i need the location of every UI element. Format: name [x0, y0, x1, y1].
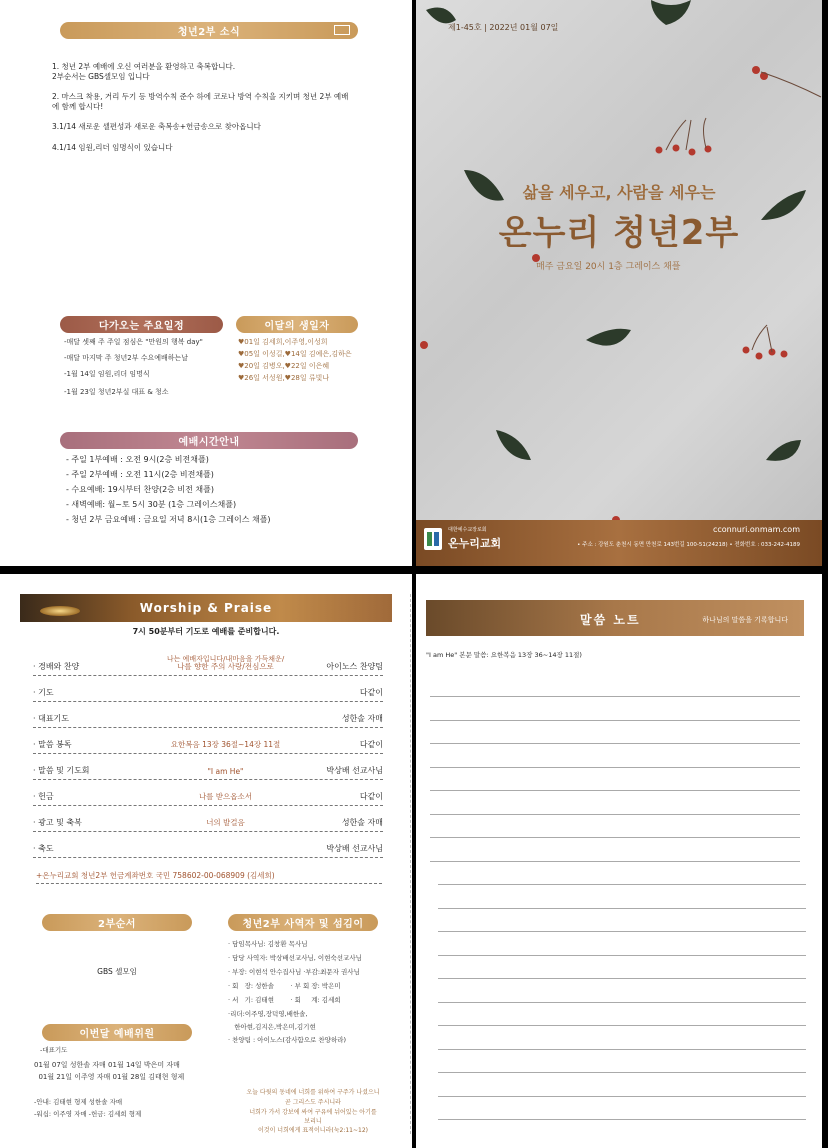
verse-line: 오늘 다윗의 동네에 너희를 위하여 구주가 나셨으니 — [246, 1089, 380, 1096]
note-line — [438, 1002, 806, 1003]
row-label: · 경배와 찬양 — [33, 662, 80, 671]
order-row — [33, 712, 383, 728]
note-line — [430, 861, 800, 862]
note-subtitle: 하나님의 말씀을 기록합니다 — [702, 616, 788, 624]
note-header — [426, 600, 804, 636]
birthday-item: ♥20일 김병오,♥22일 이은혜 — [238, 362, 330, 370]
news-item-1b: 2부순서는 GBS셀모임 입니다 — [52, 72, 150, 81]
staff-item: · 회 장: 성한솔 · 부 회 장: 박은미 — [228, 982, 341, 990]
note-line — [430, 767, 800, 768]
row-content: "I am He" — [207, 767, 244, 776]
order-row — [33, 738, 383, 754]
worship-page — [0, 574, 412, 1148]
note-line — [438, 955, 806, 956]
note-reference: "I am He" 본문 말씀: 요한복음 13장 36~14장 11절) — [426, 651, 582, 659]
next-item: -대표기도 — [40, 1046, 68, 1054]
next-item: 01월 21일 이주영 자매 01월 28일 김태현 형제 — [34, 1073, 185, 1081]
envelope-icon — [334, 25, 350, 35]
note-line — [438, 1025, 806, 1026]
row-label: · 기도 — [33, 688, 54, 697]
schedule-item: -1월 14일 임원,리더 임명식 — [64, 370, 150, 378]
service-item: - 청년 2부 금요예배 : 금요일 저녁 8시(1층 그레이스 채플) — [66, 515, 271, 524]
order-title: 2부순서 — [98, 919, 136, 930]
note-line — [430, 837, 800, 838]
birthday-title-pill — [236, 316, 358, 333]
order-row — [33, 660, 383, 676]
row-label: · 헌금 — [33, 792, 54, 801]
note-title: 말씀 노트 — [580, 613, 641, 627]
order-row — [33, 764, 383, 780]
news-item-2b: 에 함께 합시다! — [52, 102, 104, 111]
verse-line: 이것이 너희에게 표적이니라(눅2:11~12) — [258, 1127, 368, 1134]
service-item: - 주일 1부예배 : 오전 9시(2층 비전채플) — [66, 455, 209, 464]
note-line — [438, 1072, 806, 1073]
verse-line: 보리니 — [304, 1118, 322, 1125]
services-title-pill — [60, 432, 358, 449]
cover-title: 온누리 청년2부 — [498, 213, 740, 253]
next-item: 01월 07일 성한솔 자매 01월 14일 박은미 자매 — [34, 1061, 180, 1069]
news-title: 청년2부 소식 — [177, 27, 241, 38]
next-title-pill — [42, 1024, 192, 1041]
service-item: - 수요예배: 19시부터 찬양(2층 비전 채플) — [66, 485, 214, 494]
note-line — [438, 1049, 806, 1050]
row-leader: 성한솔 자매 — [341, 818, 383, 827]
note-line — [430, 720, 800, 721]
schedule-item: -1월 23일 청년2부실 대표 & 청소 — [64, 388, 169, 396]
next-item: -워십: 이주영 자매 -헌금: 김세희 형제 — [34, 1110, 142, 1118]
prep-note: 7시 50분부터 기도로 예배를 준비합니다. — [132, 627, 280, 636]
birthday-item: ♥01일 김세희,이주영,이성희 — [238, 338, 328, 346]
note-line — [430, 790, 800, 791]
birthday-title: 이달의 생일자 — [264, 321, 330, 332]
birthday-item: ♥26일 서성원,♥28일 류빛나 — [238, 374, 330, 382]
news-item-4: 4.1/14 임원,리더 임명식이 있습니다 — [52, 143, 173, 152]
worship-header-title: Worship & Praise — [139, 601, 273, 615]
staff-title-pill — [228, 914, 378, 931]
birthday-item: ♥05일 이성길,♥14일 김예은,김하은 — [238, 350, 352, 358]
note-line — [438, 884, 806, 885]
row-leader: 박상배 선교사님 — [326, 766, 383, 775]
row-leader: 다같이 — [359, 792, 383, 801]
row-content: 나를 받으옵소서 — [198, 792, 253, 801]
note-line — [438, 1119, 806, 1120]
staff-item: ·리더:이주영,장덕영,배한솔, — [228, 1010, 308, 1018]
staff-item: · 담당 사역자: 박상배선교사님, 이현숙선교사님 — [228, 954, 362, 962]
services-title: 예배시간안내 — [178, 437, 240, 448]
note-line — [438, 978, 806, 979]
website[interactable]: cconnuri.onmam.com — [712, 525, 800, 534]
next-item: -안내: 김태현 형제 성한솔 자매 — [34, 1098, 123, 1106]
church-logo — [424, 528, 442, 550]
cover-page — [416, 0, 822, 566]
issue-info: 제1-45호 | 2022년 01월 07일 — [448, 23, 559, 32]
note-line — [430, 696, 800, 697]
row-leader: 아이노스 찬양팀 — [326, 662, 383, 671]
schedule-title: 다가오는 주요일정 — [98, 321, 185, 332]
schedule-item: -매달 마지막 주 청년2부 수요예배하는날 — [64, 354, 189, 362]
staff-title: 청년2부 사역자 및 섬김이 — [242, 919, 364, 930]
next-title: 이번달 예배위원 — [79, 1029, 155, 1040]
order-text: GBS 셀모임 — [97, 967, 137, 976]
staff-item: · 찬양팀 : 아이노스(감사함으로 찬양하라) — [228, 1036, 347, 1044]
row-label: · 축도 — [33, 844, 54, 853]
news-page — [0, 0, 412, 566]
row-label: · 말씀 봉독 — [33, 740, 72, 749]
staff-item: · 담임목사님: 김창환 목사님 — [228, 940, 308, 948]
cover-footer — [416, 520, 822, 566]
order-title-pill — [42, 914, 192, 931]
order-row — [33, 842, 383, 858]
row-leader: 성한솔 자매 — [341, 714, 383, 723]
cover-slogan: 삶을 세우고, 사람을 세우는 — [522, 183, 716, 202]
note-line — [430, 814, 800, 815]
news-item-1: 1. 청년 2부 예배에 오신 여러분을 환영하고 축복합니다. — [52, 62, 236, 71]
news-title-pill — [60, 22, 358, 39]
note-line — [438, 908, 806, 909]
row-leader: 다같이 — [359, 688, 383, 697]
row-content: 요한복음 13장 36절~14장 11절 — [170, 740, 281, 749]
address: • 주소 : 강원도 춘천시 동면 만천로 143번길 100-51(24218) • 전화번호 : 033-242-4189 — [577, 542, 800, 548]
row-leader: 박상배 선교사님 — [326, 844, 383, 853]
page-divider — [410, 594, 411, 1134]
staff-item: 한아현,김지은,박은미,김기현 — [228, 1023, 316, 1031]
schedule-item: -매달 셋째 주 주일 점심은 "만원의 행복 day" — [64, 338, 203, 346]
note-line — [438, 1096, 806, 1097]
order-row — [33, 686, 383, 702]
row-label: · 광고 및 축복 — [33, 818, 82, 827]
order-row — [33, 816, 383, 832]
verse-line: 곧 그리스도 주시니라 — [285, 1099, 341, 1106]
cover-subtitle: 매주 금요일 20시 1층 그레이스 채플 — [536, 262, 681, 272]
note-line — [430, 743, 800, 744]
sermon-note-page — [416, 574, 822, 1148]
worship-header — [20, 594, 392, 622]
staff-item: · 부장: 이현석 안수집사님 ·부감:최문자 권사님 — [228, 968, 360, 976]
news-item-2: 2. 마스크 착용, 거리 두기 등 방역수칙 준수 하에 코로나 방역 수칙을 지키며 청년 2부 예배 — [52, 92, 349, 101]
church-name: 온누리교회 — [448, 537, 502, 550]
service-item: - 새벽예배: 월~토 5시 30분 (1층 그레이스채플) — [66, 500, 237, 509]
note-line — [438, 931, 806, 932]
row-content: 너의 발걸음 — [206, 818, 245, 827]
church-small: 대한예수교장로회 — [448, 527, 487, 533]
schedule-title-pill — [60, 316, 223, 333]
staff-item: · 서 기: 김태현 · 회 계: 김세희 — [228, 996, 341, 1004]
row-leader: 다같이 — [359, 740, 383, 749]
order-row — [33, 790, 383, 806]
row-label: · 말씀 및 기도회 — [33, 766, 90, 775]
news-item-3: 3.1/14 새로운 셀편성과 새로운 축복송+헌금송으로 찾아옵니다 — [52, 122, 261, 131]
service-item: - 주일 2부예배 : 오전 11시(2층 비전채플) — [66, 470, 214, 479]
row-label: · 대표기도 — [33, 714, 69, 723]
row-content: 나를 향한 주의 사랑/전심으로 — [177, 662, 274, 671]
hymn-sub: 나는 예배자입니다/내마음을 가득채운/ — [166, 655, 285, 663]
account-info: +온누리교회 청년2부 헌금계좌번호 국민 758602-00-068909 (김세희) — [36, 870, 382, 884]
verse-line: 너희가 가서 강보에 싸여 구유에 뉘어있는 아기를 — [249, 1109, 377, 1116]
